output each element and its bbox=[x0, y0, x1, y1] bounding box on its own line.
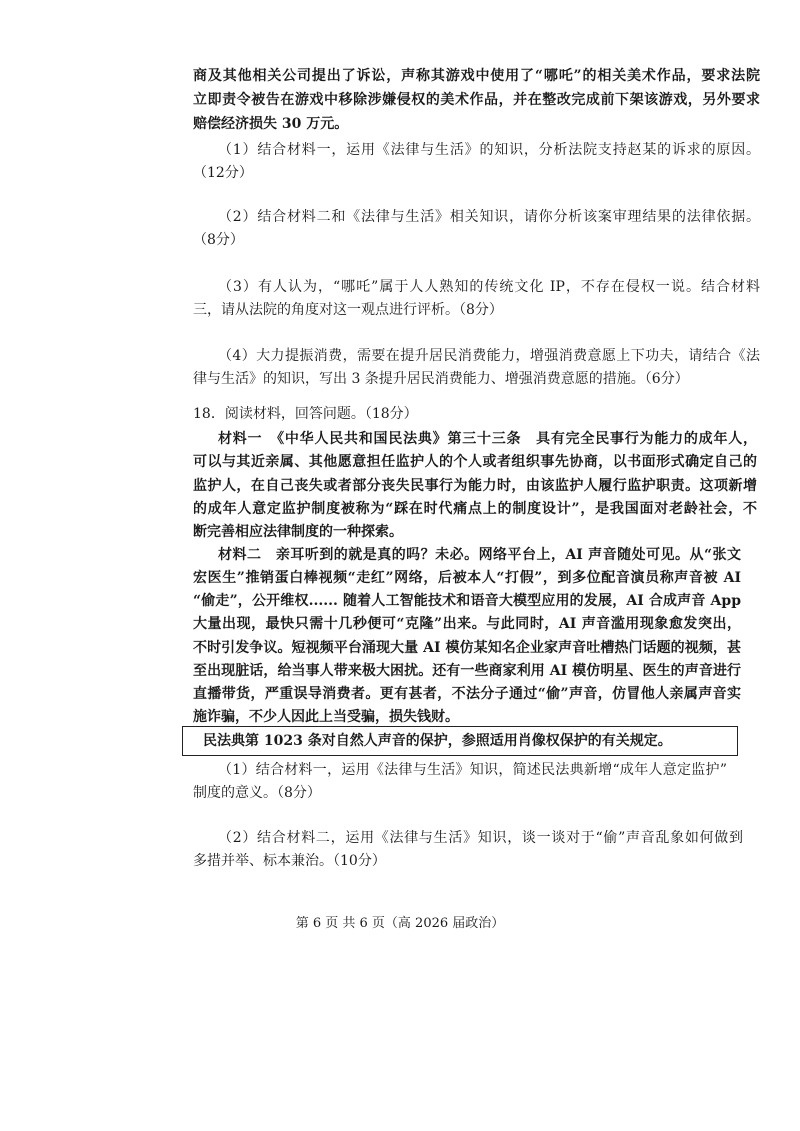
sub-question-score: （12分） bbox=[193, 164, 253, 181]
legal-note-box: 民法典第 1023 条对自然人声音的保护，参照适用肖像权保护的有关规定。 bbox=[182, 726, 738, 756]
sub-question-text: （1）结合材料一，运用《法律与生活》知识，简述民法典新增“成年人意定监护” bbox=[218, 762, 727, 778]
material-1-line: 的成年人意定监护制度被称为“踩在时代痛点上的制度设计”，是我国面对老龄社会，不 bbox=[193, 500, 757, 517]
material-2-line: “偷走”，公开维权...... 随着人工智能技术和语音大模型应用的发展，AI 合成声音 App bbox=[193, 593, 741, 610]
material-2-line: 直播带货，严重误导消费者。更有甚者，不法分子通过“偷”声音，仿冒他人亲属声音实 bbox=[193, 685, 741, 702]
sub-question-text: 律与生活》的知识，写出 3 条提升居民消费能力、增强消费意愿的措施。（6分） bbox=[193, 370, 689, 387]
sub-question-2 bbox=[193, 206, 760, 252]
sub-question-4 bbox=[193, 345, 760, 391]
material-tail-line: 立即责令被告在游戏中移除涉嫌侵权的美术作品，并在整改完成前下架该游戏，另外要求 bbox=[193, 92, 760, 108]
question-18-heading bbox=[193, 403, 760, 426]
sub-question-text: （3）有人认为，“哪吒”属于人人熟知的传统文化 IP，不存在侵权一说。结合材料 bbox=[218, 279, 760, 295]
sub-question-text: （2）结合材料二，运用《法律与生活》知识，谈一谈对于“偷”声音乱象如何做到 bbox=[218, 830, 743, 846]
sub-question-3 bbox=[193, 276, 760, 322]
sub-question-text: 多措并举、标本兼治。（10分） bbox=[193, 852, 386, 869]
material-2-line: 大量出现，最快只需十几秒便可“克隆”出来。与此同时，AI 声音滥用现象愈发突出， bbox=[193, 616, 741, 633]
question-heading-text: 18．阅读材料，回答问题。（18分） bbox=[193, 406, 418, 422]
sub-question-text: （1）结合材料一，运用《法律与生活》的知识，分析法院支持赵某的诉求的原因。 bbox=[218, 142, 760, 158]
page-footer: 第 6 页 共 6 页（高 2026 届政治） bbox=[295, 916, 505, 931]
material-tail bbox=[193, 64, 760, 136]
material-2-line: 材料二 亲耳听到的就是真的吗？未必。网络平台上，AI 声音随处可见。从“张文 bbox=[218, 547, 741, 563]
sub-question-score: （8分） bbox=[193, 231, 244, 248]
material-1-line: 可以与其近亲属、其他愿意担任监护人的个人或者组织事先协商，以书面形式确定自己的 bbox=[193, 454, 757, 471]
sub-question-text: 三，请从法院的角度对这一观点进行评析。（8分） bbox=[193, 301, 503, 318]
material-1-line: 监护人，在自己丧失或者部分丧失民事行为能力时，由该监护人履行监护职责。这项新增 bbox=[193, 477, 757, 494]
material-1-line: 断完善相应法律制度的一种探索。 bbox=[193, 524, 403, 540]
question-18-sub-question-2 bbox=[193, 827, 743, 872]
material-tail-line: 赔偿经济损失 30 万元。 bbox=[193, 116, 349, 132]
sub-question-text: 制度的意义。（8分） bbox=[193, 784, 321, 801]
material-2-line: 宏医生”推销蛋白棒视频“走红”网络，后被本人“打假”，到多位配音演员称声音被 AI bbox=[193, 570, 741, 587]
sub-question-text: （2）结合材料二和《法律与生活》相关知识，请你分析该案审理结果的法律依据。 bbox=[218, 209, 760, 225]
material-tail-line: 商及其他相关公司提出了诉讼，声称其游戏中使用了“哪吒”的相关美术作品，要求法院 bbox=[193, 68, 760, 84]
material-1-line: 材料一 《中华人民共和国民法典》第三十三条 具有完全民事行为能力的成年人， bbox=[218, 431, 757, 447]
material-2-line: 不时引发争议。短视频平台涌现大量 AI 模仿某知名企业家声音吐槽热门话题的视频，甚 bbox=[193, 639, 741, 656]
material-2-line: 至出现脏话，给当事人带来极大困扰。还有一些商家利用 AI 模仿明星、医生的声音进行 bbox=[193, 662, 741, 679]
material-2-line: 施诈骗，不少人因此上当受骗，损失钱财。 bbox=[193, 708, 459, 725]
sub-question-1 bbox=[193, 139, 760, 185]
material-2 bbox=[193, 544, 741, 729]
question-18-sub-question-1 bbox=[193, 759, 727, 804]
sub-question-text: （4）大力提振消费，需要在提升居民消费能力，增强消费意愿上下功夫，请结合《法 bbox=[218, 348, 760, 364]
material-1 bbox=[193, 428, 757, 544]
